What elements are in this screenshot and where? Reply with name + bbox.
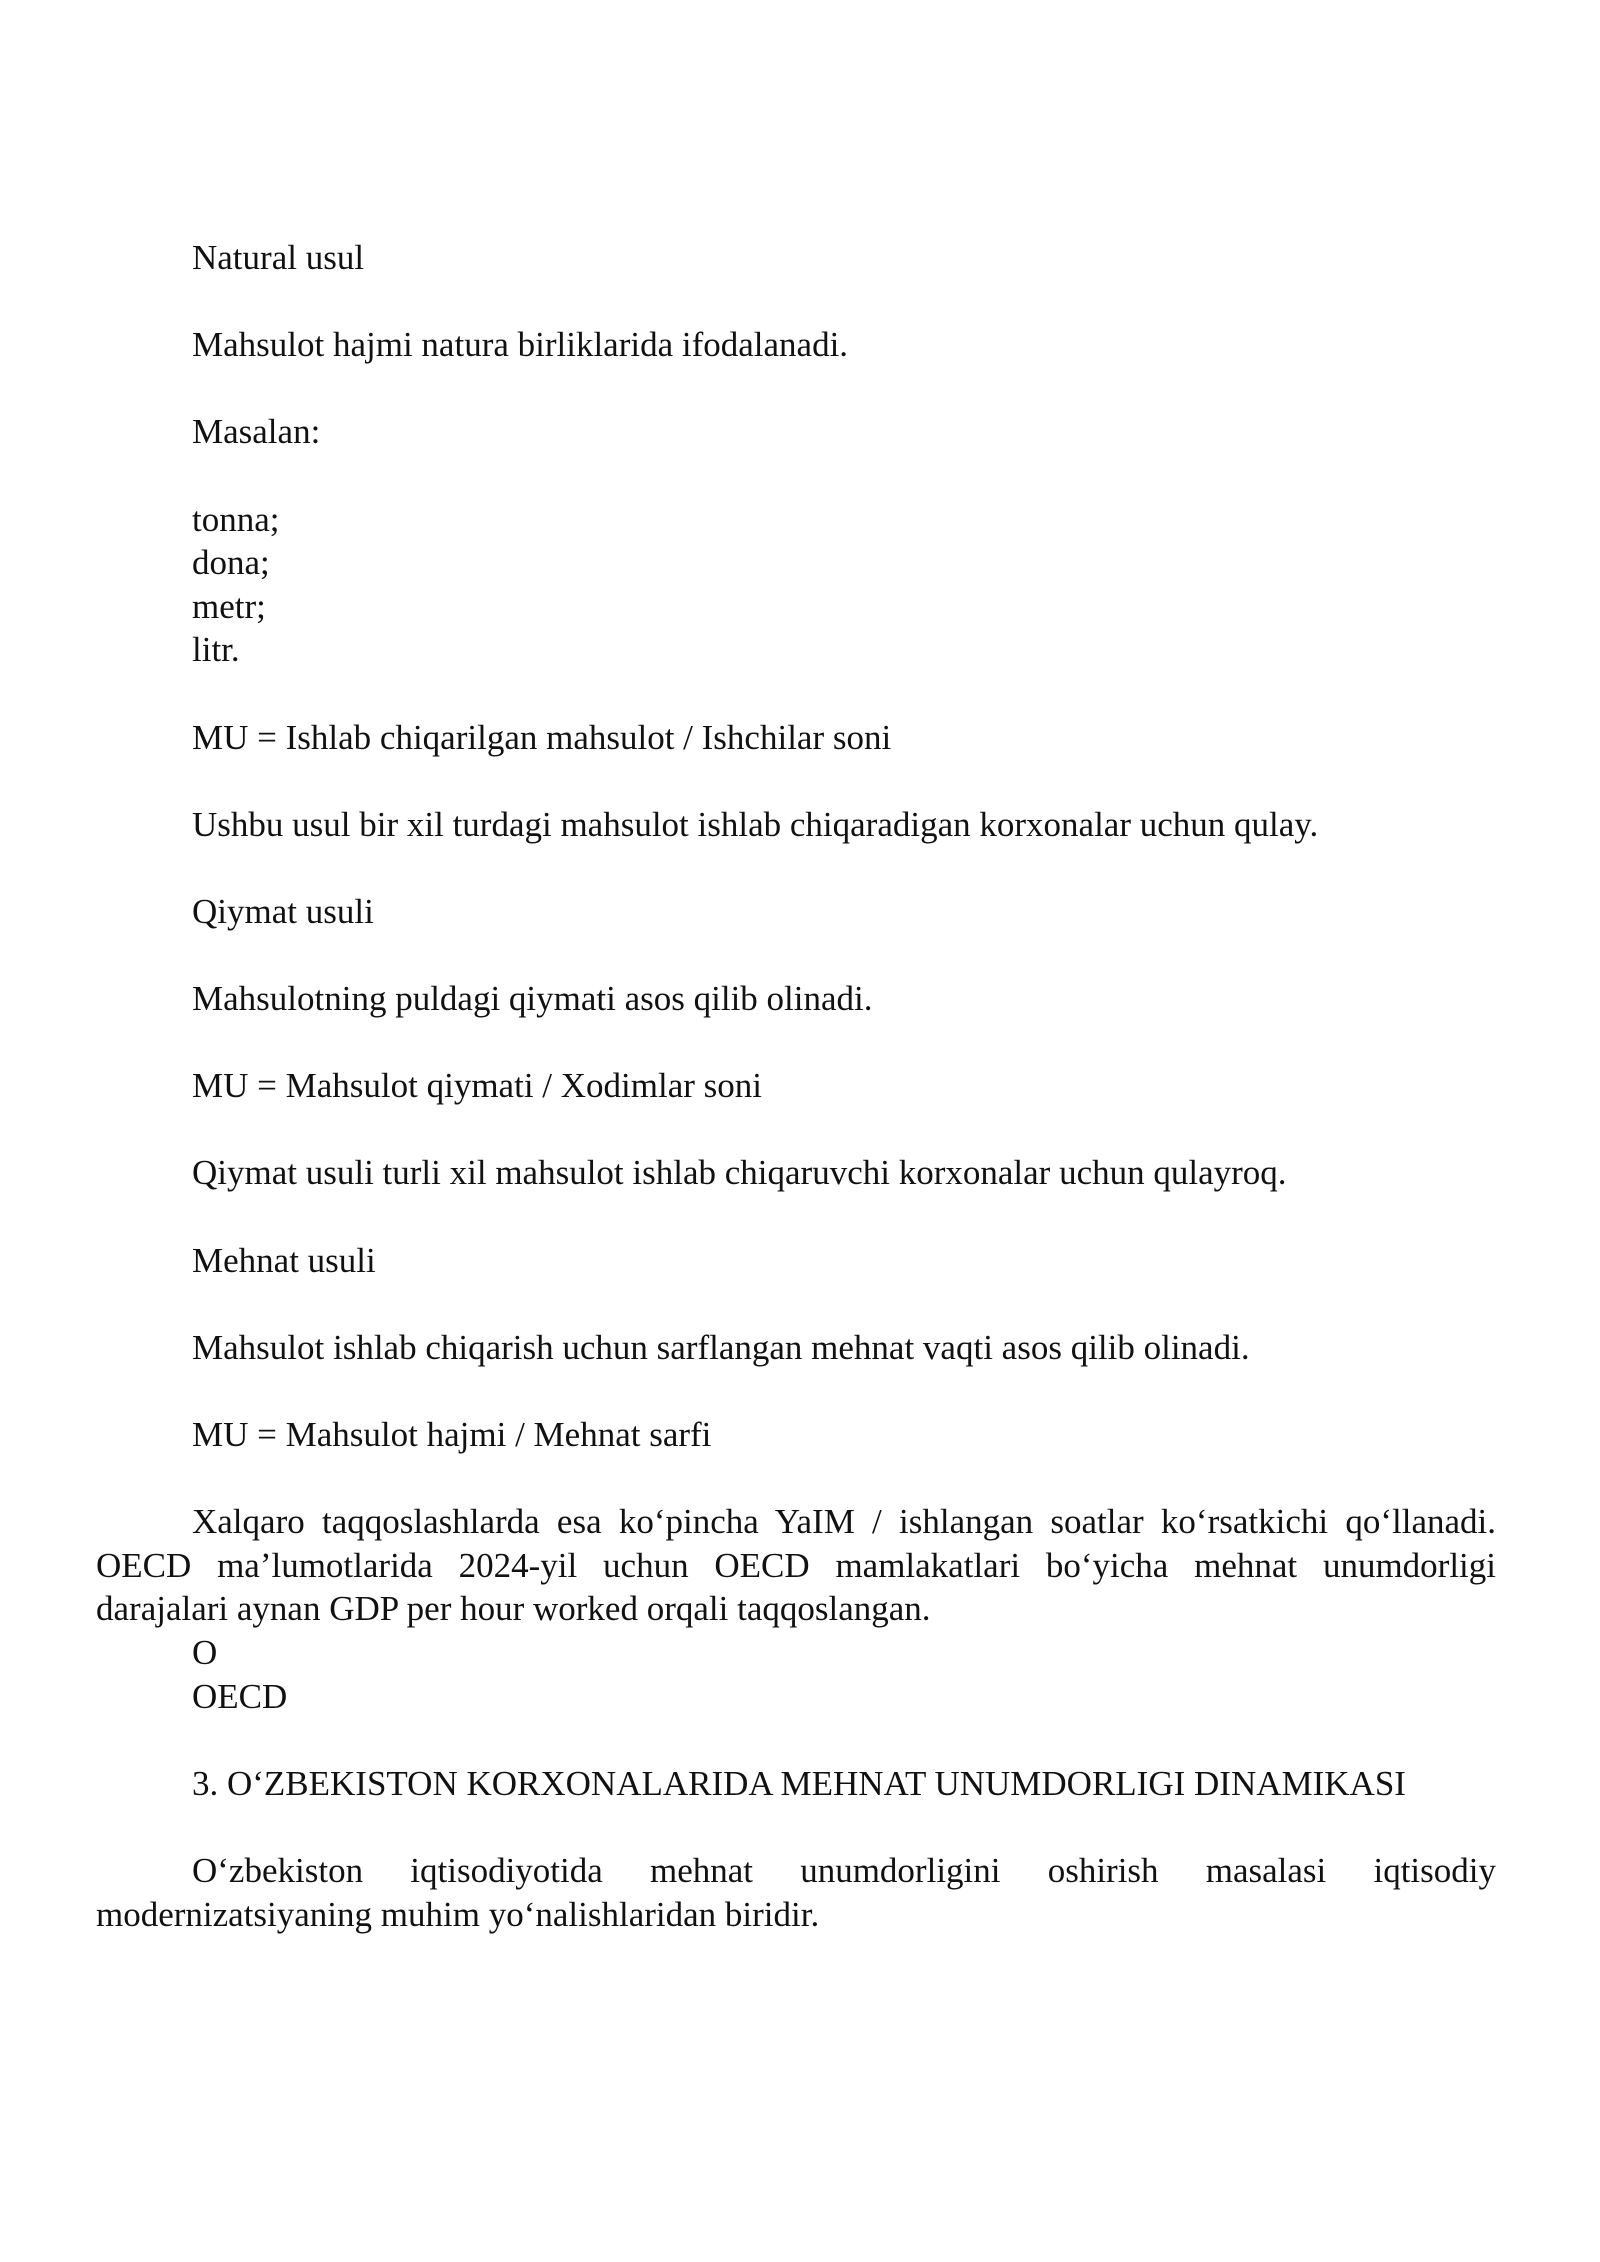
stray-line: OECD	[192, 1676, 288, 1716]
natural-method-description: Mahsulot hajmi natura birliklarida ifodalanadi.	[192, 325, 849, 365]
spacer	[96, 759, 1496, 803]
value-method-note: Qiymat usuli turli xil mahsulot ishlab chiqaruvchi korxonalar uchun qulayroq.	[192, 1153, 1287, 1193]
spacer	[96, 1718, 1496, 1762]
labor-method-title: Mehnat usuli	[192, 1240, 376, 1280]
spacer	[96, 1108, 1496, 1152]
stray-line: O	[192, 1633, 218, 1672]
unit-item: tonna;	[192, 499, 280, 539]
unit-item: metr;	[192, 586, 266, 626]
spacer	[96, 1195, 1496, 1239]
natural-method-title: Natural usul	[192, 238, 365, 277]
unit-item: dona;	[192, 543, 270, 583]
spacer	[96, 1282, 1496, 1326]
closing-paragraph: Oʻzbekiston iqtisodiyotida mehnat unumdorligini oshirish masalasi iqtisodiy modernizatsiyaning muhim yoʻnalishlaridan biridir.	[96, 1850, 1496, 1934]
spacer	[96, 672, 1496, 716]
spacer	[96, 846, 1496, 890]
spacer	[96, 367, 1496, 411]
value-formula: MU = Mahsulot qiymati / Xodimlar soni	[192, 1066, 762, 1106]
spacer	[96, 1457, 1496, 1501]
spacer	[96, 1805, 1496, 1849]
units-list	[96, 498, 1496, 672]
spacer	[96, 1021, 1496, 1065]
spacer	[96, 934, 1496, 978]
document-body	[96, 236, 1496, 1936]
natural-formula: MU = Ishlab chiqarilgan mahsulot / Ishchilar soni	[192, 717, 892, 757]
spacer	[96, 280, 1496, 324]
value-method-description: Mahsulotning puldagi qiymati asos qilib olinadi.	[192, 979, 873, 1019]
spacer	[96, 1369, 1496, 1413]
unit-item: litr.	[192, 630, 240, 670]
example-label: Masalan:	[192, 412, 321, 452]
labor-method-description: Mahsulot ishlab chiqarish uchun sarflangan mehnat vaqti asos qilib olinadi.	[192, 1327, 1250, 1367]
spacer	[96, 454, 1496, 498]
natural-method-note: Ushbu usul bir xil turdagi mahsulot ishlab chiqaradigan korxonalar uchun qulay.	[192, 804, 1319, 844]
international-comparison-paragraph: Xalqaro taqqoslashlarda esa koʻpincha YaIM / ishlangan soatlar koʻrsatkichi qoʻllanadi. OECD maʼlumotlarida 2024-yil uchun OECD mamlakatlari boʻyicha mehnat unumdorligi darajalari aynan GDP per hour worked orqali taqqoslangan.	[96, 1502, 1496, 1629]
value-method-title: Qiymat usuli	[192, 891, 374, 931]
labor-formula: MU = Mahsulot hajmi / Mehnat sarfi	[192, 1415, 712, 1455]
section-heading: 3. OʻZBEKISTON KORXONALARIDA MEHNAT UNUMDORLIGI DINAMIKASI	[192, 1763, 1406, 1803]
